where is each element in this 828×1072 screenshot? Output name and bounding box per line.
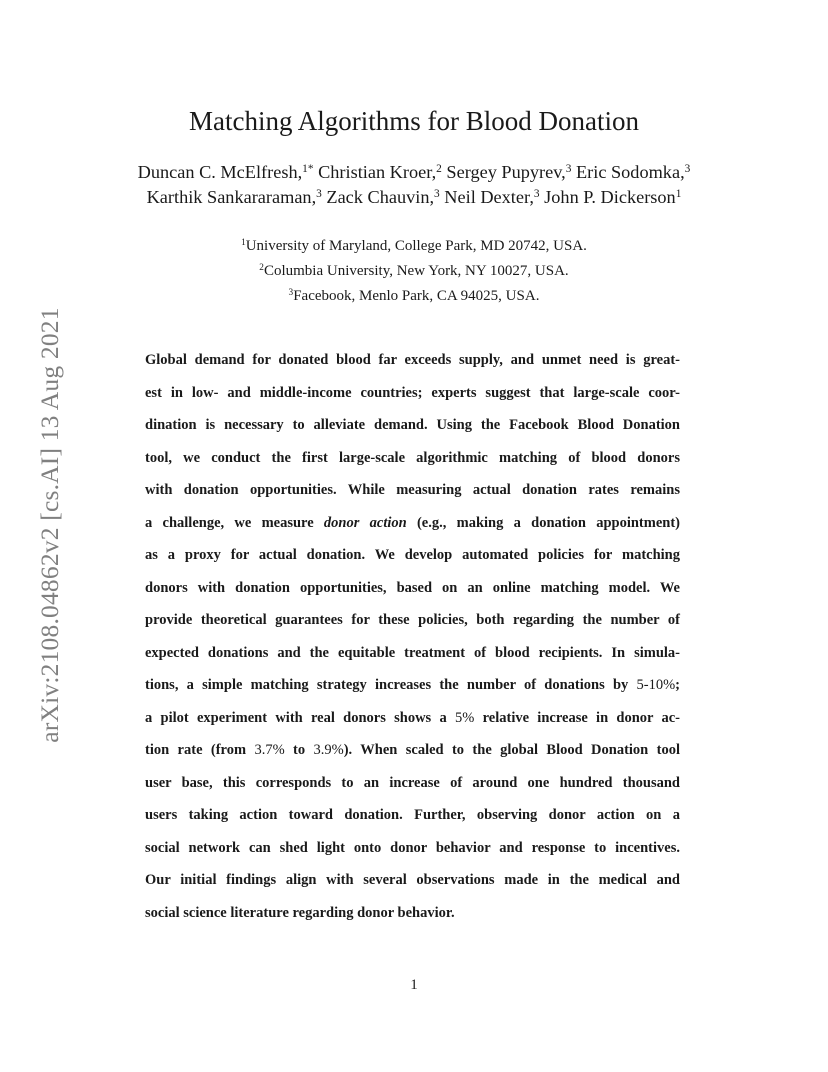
abstract-line bbox=[145, 702, 680, 735]
affiliation-mark: 2 bbox=[259, 262, 264, 273]
abstract-line: est in low- and middle-income countries; experts suggest that large-scale coor- bbox=[145, 384, 680, 401]
math-value: 3.9% bbox=[313, 742, 344, 758]
author-line bbox=[0, 187, 828, 208]
abstract-line: Our initial findings align with several observations made in the medical and bbox=[145, 872, 680, 888]
text-run: (e.g., making a donation appointment) bbox=[406, 514, 680, 531]
text-run: tion rate (from bbox=[145, 742, 255, 758]
text-run: ; bbox=[675, 677, 680, 693]
author-name: Eric Sodomka, bbox=[575, 162, 685, 182]
affiliation-text: Facebook, Menlo Park, CA 94025, USA. bbox=[293, 288, 540, 304]
abstract-line: social network can shed light onto donor behavior and response to incentives. bbox=[145, 839, 680, 856]
arxiv-identifier: arXiv:2108.04862v2 [cs.AI] 13 Aug 2021 bbox=[35, 307, 64, 743]
author-mark: 3 bbox=[316, 187, 322, 200]
affiliation bbox=[0, 238, 828, 255]
author-name: John P. Dickerson bbox=[544, 187, 676, 207]
abstract bbox=[145, 344, 680, 929]
abstract-line bbox=[145, 669, 680, 702]
affiliation bbox=[0, 263, 828, 280]
text-run: relative increase in donor ac- bbox=[474, 709, 680, 726]
abstract-line: as a proxy for actual donation. We develop automated policies for matching bbox=[145, 547, 680, 563]
text-run: a pilot experiment with real donors shows a bbox=[145, 709, 455, 726]
abstract-line: user base, this corresponds to an increase of around one hundred thousand bbox=[145, 774, 680, 791]
math-value: 5-10% bbox=[636, 677, 676, 693]
author-mark: 2 bbox=[436, 162, 442, 175]
text-run: a challenge, we measure bbox=[145, 514, 324, 531]
math-value: 3.7% bbox=[254, 742, 285, 758]
abstract-line: tool, we conduct the first large-scale algorithmic matching of blood donors bbox=[145, 449, 680, 466]
abstract-line: social science literature regarding donor behavior. bbox=[145, 904, 455, 921]
affiliation-text: Columbia University, New York, NY 10027, USA. bbox=[263, 263, 569, 279]
text-run: ). When scaled to the global Blood Donation tool bbox=[343, 742, 680, 758]
author-name: Duncan C. McElfresh, bbox=[137, 162, 303, 182]
author-mark: 3 bbox=[565, 162, 572, 175]
author-name: Karthik Sankararaman, bbox=[146, 187, 317, 207]
text-run: to bbox=[284, 742, 314, 758]
author-name: Christian Kroer, bbox=[318, 162, 437, 182]
author-mark: 1 bbox=[675, 187, 682, 200]
author-name: Sergey Pupyrev, bbox=[446, 162, 566, 182]
paper-title: Matching Algorithms for Blood Donation bbox=[189, 106, 639, 136]
author-line bbox=[0, 162, 828, 183]
abstract-line: expected donations and the equitable treatment of blood recipients. In simula- bbox=[145, 644, 680, 661]
abstract-line bbox=[145, 734, 680, 767]
affiliation-text: University of Maryland, College Park, MD 20742, USA. bbox=[245, 238, 587, 254]
text-run: tions, a simple matching strategy increases the number of donations by bbox=[145, 677, 637, 693]
author-name: Neil Dexter, bbox=[444, 187, 534, 207]
affiliation bbox=[0, 288, 828, 305]
abstract-line: donors with donation opportunities, based on an online matching model. We bbox=[145, 579, 680, 596]
affiliation-mark: 3 bbox=[288, 287, 294, 298]
abstract-line: dination is necessary to alleviate demand. Using the Facebook Blood Donation bbox=[145, 417, 680, 433]
emphasis-term: donor action bbox=[323, 514, 407, 531]
abstract-line bbox=[145, 507, 680, 540]
affiliation-mark: 1 bbox=[241, 237, 246, 248]
author-name: Zack Chauvin, bbox=[326, 187, 435, 207]
abstract-line: Global demand for donated blood far exceeds supply, and unmet need is great- bbox=[145, 352, 680, 368]
math-value: 5% bbox=[454, 709, 475, 726]
abstract-line: users taking action toward donation. Further, observing donor action on a bbox=[145, 807, 680, 823]
author-mark: 1* bbox=[302, 162, 314, 175]
author-mark: 3 bbox=[533, 187, 540, 200]
abstract-line: provide theoretical guarantees for these policies, both regarding the number of bbox=[145, 612, 680, 628]
page-number: 1 bbox=[410, 977, 418, 993]
author-mark: 3 bbox=[684, 162, 691, 175]
author-mark: 3 bbox=[434, 187, 440, 200]
abstract-line: with donation opportunities. While measuring actual donation rates remains bbox=[145, 482, 680, 498]
